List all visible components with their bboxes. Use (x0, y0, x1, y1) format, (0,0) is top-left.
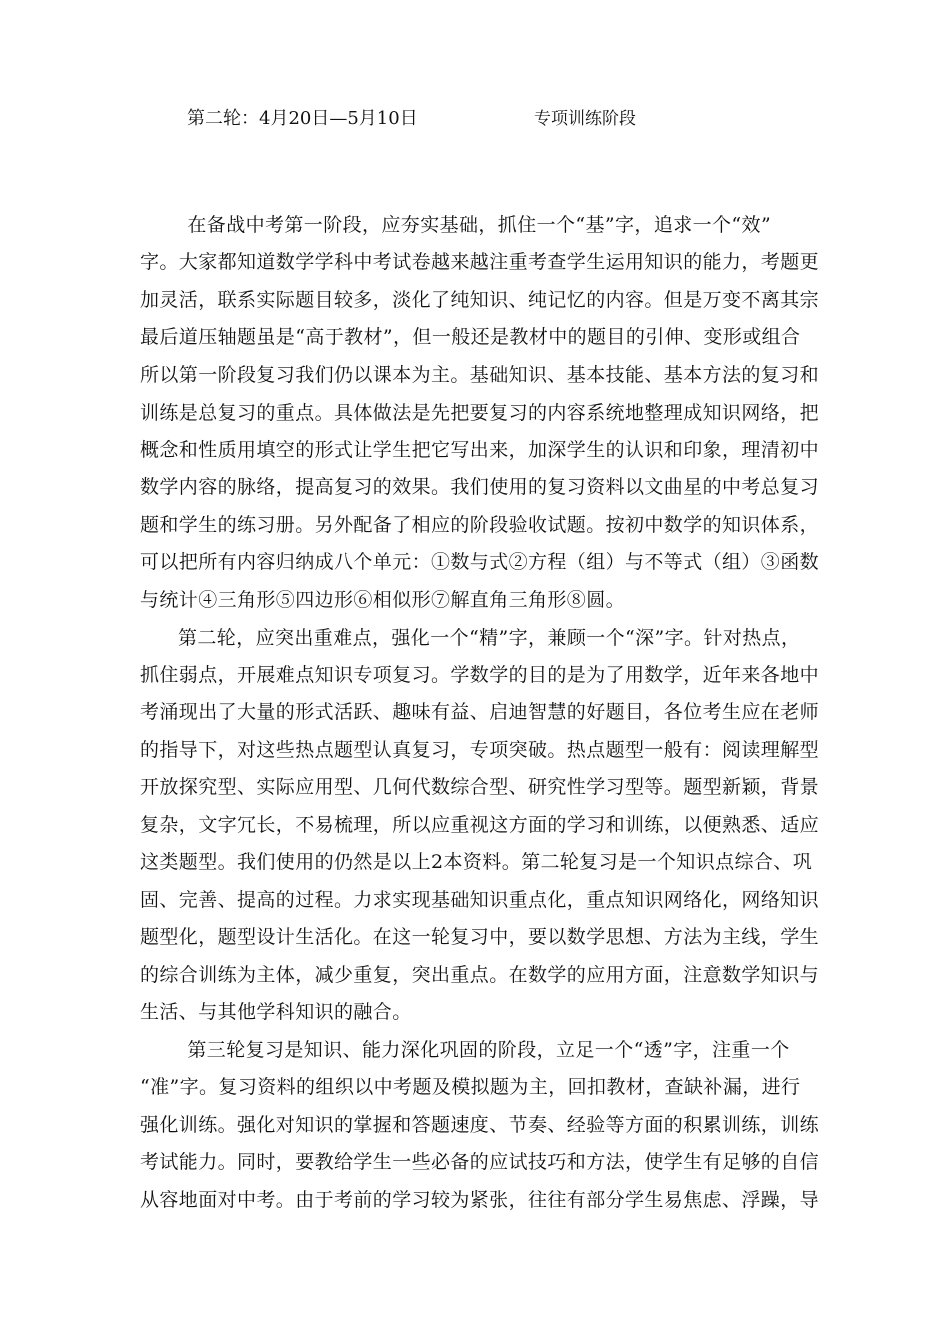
body-line: 的指导下，对这些热点题型认真复习，专项突破。热点题型一般有：阅读理解型 (140, 739, 820, 761)
body-line: “准”字。复习资料的组织以中考题及模拟题为主，回扣教材，查缺补漏，进行 (140, 1076, 801, 1098)
schedule-round-2-label: 第二轮：4月20日—5月10日 (187, 108, 418, 129)
body-line: 最后道压轴题虽是“高于教材”，但一般还是教材中的题目的引伸、变形或组合 (140, 326, 801, 348)
body-line: 第二轮，应突出重难点，强化一个“精”字，兼顾一个“深”字。针对热点， (178, 627, 801, 649)
body-line: 强化训练。强化对知识的掌握和答题速度、节奏、经验等方面的积累训练，训练 (140, 1114, 820, 1136)
body-line: 从容地面对中考。由于考前的学习较为紧张，往往有部分学生易焦虑、浮躁，导 (140, 1189, 820, 1211)
body-line: 第三轮复习是知识、能力深化巩固的阶段，立足一个“透”字，注重一个 (168, 1039, 790, 1061)
body-line: 训练是总复习的重点。具体做法是先把要复习的内容系统地整理成知识网络，把 (140, 402, 820, 424)
body-line: 可以把所有内容归纳成八个单元：①数与式②方程（组）与不等式（组）③函数 (140, 551, 820, 573)
body-line: 题型化，题型设计生活化。在这一轮复习中，要以数学思想、方法为主线，学生 (140, 926, 820, 948)
body-line: 加灵活，联系实际题目较多，淡化了纯知识、纯记忆的内容。但是万变不离其宗 (140, 289, 820, 311)
body-line: 所以第一阶段复习我们仍以课本为主。基础知识、基本技能、基本方法的复习和 (140, 364, 820, 386)
body-line: 数学内容的脉络，提高复习的效果。我们使用的复习资料以文曲星的中考总复习 (140, 476, 820, 498)
body-line: 题和学生的练习册。另外配备了相应的阶段验收试题。按初中数学的知识体系， (140, 514, 820, 536)
body-line: 在备战中考第一阶段，应夯实基础，抓住一个“基”字，追求一个“效” (168, 214, 772, 236)
body-line: 考涌现出了大量的形式活跃、趣味有益、启迪智慧的好题目，各位考生应在老师 (140, 701, 820, 723)
body-line: 与统计④三角形⑤四边形⑥相似形⑦解直角三角形⑧圆。 (140, 589, 626, 611)
body-line: 这类题型。我们使用的仍然是以上2本资料。第二轮复习是一个知识点综合、巩 (140, 851, 813, 873)
body-line: 字。大家都知道数学学科中考试卷越来越注重考查学生运用知识的能力，考题更 (140, 251, 820, 273)
body-line: 开放探究型、实际应用型、几何代数综合型、研究性学习型等。题型新颖，背景 (140, 776, 820, 798)
schedule-round-2-desc: 专项训练阶段 (534, 109, 636, 129)
body-line: 生活、与其他学科知识的融合。 (140, 1001, 412, 1023)
body-line: 概念和性质用填空的形式让学生把它写出来，加深学生的认识和印象，理清初中 (140, 439, 820, 461)
body-line: 的综合训练为主体，减少重复，突出重点。在数学的应用方面，注意数学知识与 (140, 964, 820, 986)
body-line: 固、完善、提高的过程。力求实现基础知识重点化，重点知识网络化，网络知识 (140, 889, 820, 911)
body-line: 抓住弱点，开展难点知识专项复习。学数学的目的是为了用数学，近年来各地中 (140, 664, 820, 686)
body-line: 复杂，文字冗长，不易梳理，所以应重视这方面的学习和训练，以便熟悉、适应 (140, 814, 820, 836)
body-line: 考试能力。同时，要教给学生一些必备的应试技巧和方法，使学生有足够的自信 (140, 1151, 820, 1173)
